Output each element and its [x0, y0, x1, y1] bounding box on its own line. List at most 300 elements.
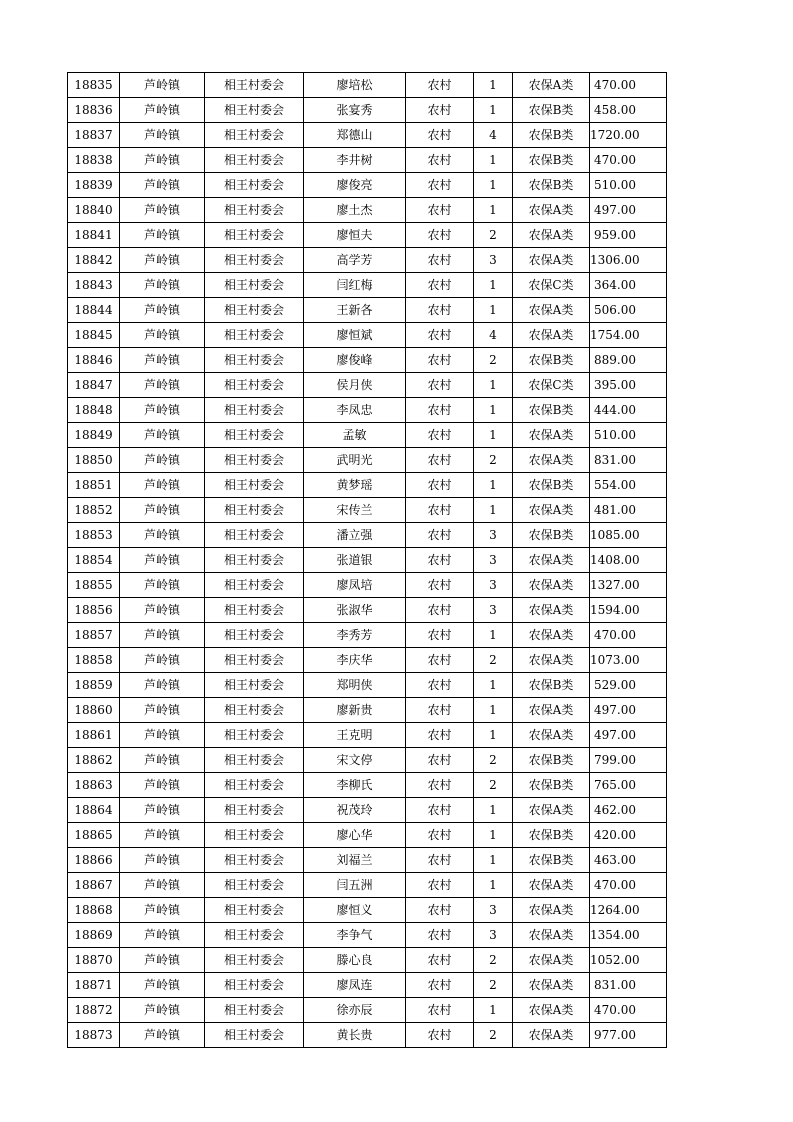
- person-count-cell: 2: [474, 973, 513, 998]
- village-committee-cell: 相王村委会: [205, 473, 304, 498]
- insurance-category-cell: 农保B类: [513, 148, 590, 173]
- insurance-category-cell: 农保B类: [513, 748, 590, 773]
- table-row: [68, 823, 667, 848]
- amount-cell: 831.00: [590, 973, 667, 998]
- village-committee-cell: 相王村委会: [205, 1023, 304, 1048]
- person-name-cell: 黄梦瑶: [304, 473, 406, 498]
- person-count-cell: 3: [474, 248, 513, 273]
- table-row: [68, 573, 667, 598]
- person-count-cell: 3: [474, 598, 513, 623]
- household-type-cell: 农村: [406, 223, 474, 248]
- person-count-cell: 3: [474, 548, 513, 573]
- town-cell: 芦岭镇: [120, 348, 205, 373]
- amount-cell: 444.00: [590, 398, 667, 423]
- household-type-cell: 农村: [406, 448, 474, 473]
- table-row: [68, 898, 667, 923]
- amount-cell: 1327.00: [590, 573, 667, 598]
- town-cell: 芦岭镇: [120, 273, 205, 298]
- amount-cell: 420.00: [590, 823, 667, 848]
- insurance-category-cell: 农保A类: [513, 548, 590, 573]
- person-count-cell: 1: [474, 173, 513, 198]
- town-cell: 芦岭镇: [120, 573, 205, 598]
- person-name-cell: 廖培松: [304, 73, 406, 98]
- town-cell: 芦岭镇: [120, 98, 205, 123]
- row-number-cell: 18855: [68, 573, 120, 598]
- person-name-cell: 滕心良: [304, 948, 406, 973]
- household-type-cell: 农村: [406, 923, 474, 948]
- village-committee-cell: 相王村委会: [205, 973, 304, 998]
- person-name-cell: 廖凤培: [304, 573, 406, 598]
- table-row: [68, 473, 667, 498]
- village-committee-cell: 相王村委会: [205, 548, 304, 573]
- row-number-cell: 18840: [68, 198, 120, 223]
- insurance-category-cell: 农保A类: [513, 648, 590, 673]
- person-count-cell: 3: [474, 573, 513, 598]
- insurance-category-cell: 农保A类: [513, 998, 590, 1023]
- town-cell: 芦岭镇: [120, 923, 205, 948]
- village-committee-cell: 相王村委会: [205, 248, 304, 273]
- row-number-cell: 18859: [68, 673, 120, 698]
- person-count-cell: 1: [474, 823, 513, 848]
- table-row: [68, 523, 667, 548]
- person-count-cell: 1: [474, 698, 513, 723]
- village-committee-cell: 相王村委会: [205, 173, 304, 198]
- row-number-cell: 18854: [68, 548, 120, 573]
- household-type-cell: 农村: [406, 348, 474, 373]
- town-cell: 芦岭镇: [120, 173, 205, 198]
- insurance-category-cell: 农保C类: [513, 273, 590, 298]
- household-type-cell: 农村: [406, 873, 474, 898]
- town-cell: 芦岭镇: [120, 148, 205, 173]
- household-type-cell: 农村: [406, 273, 474, 298]
- row-number-cell: 18851: [68, 473, 120, 498]
- person-count-cell: 1: [474, 723, 513, 748]
- town-cell: 芦岭镇: [120, 398, 205, 423]
- household-type-cell: 农村: [406, 398, 474, 423]
- table-row: [68, 973, 667, 998]
- person-count-cell: 4: [474, 323, 513, 348]
- town-cell: 芦岭镇: [120, 948, 205, 973]
- person-count-cell: 1: [474, 673, 513, 698]
- person-name-cell: 王克明: [304, 723, 406, 748]
- row-number-cell: 18864: [68, 798, 120, 823]
- row-number-cell: 18869: [68, 923, 120, 948]
- table-row: [68, 448, 667, 473]
- household-type-cell: 农村: [406, 748, 474, 773]
- amount-cell: 462.00: [590, 798, 667, 823]
- household-type-cell: 农村: [406, 523, 474, 548]
- amount-cell: 470.00: [590, 148, 667, 173]
- person-count-cell: 1: [474, 148, 513, 173]
- town-cell: 芦岭镇: [120, 298, 205, 323]
- village-committee-cell: 相王村委会: [205, 373, 304, 398]
- person-name-cell: 祝茂玲: [304, 798, 406, 823]
- table-row: [68, 723, 667, 748]
- table-row: [68, 548, 667, 573]
- household-type-cell: 农村: [406, 98, 474, 123]
- row-number-cell: 18848: [68, 398, 120, 423]
- insurance-category-cell: 农保A类: [513, 448, 590, 473]
- person-count-cell: 3: [474, 898, 513, 923]
- village-committee-cell: 相王村委会: [205, 848, 304, 873]
- household-type-cell: 农村: [406, 648, 474, 673]
- row-number-cell: 18836: [68, 98, 120, 123]
- person-name-cell: 王新各: [304, 298, 406, 323]
- amount-cell: 959.00: [590, 223, 667, 248]
- person-count-cell: 1: [474, 848, 513, 873]
- person-count-cell: 1: [474, 273, 513, 298]
- table-row: [68, 1023, 667, 1048]
- table-row: [68, 323, 667, 348]
- town-cell: 芦岭镇: [120, 73, 205, 98]
- person-count-cell: 1: [474, 73, 513, 98]
- amount-cell: 831.00: [590, 448, 667, 473]
- row-number-cell: 18872: [68, 998, 120, 1023]
- town-cell: 芦岭镇: [120, 798, 205, 823]
- household-type-cell: 农村: [406, 773, 474, 798]
- person-name-cell: 李争气: [304, 923, 406, 948]
- person-count-cell: 1: [474, 998, 513, 1023]
- household-type-cell: 农村: [406, 598, 474, 623]
- amount-cell: 1073.00: [590, 648, 667, 673]
- table-row: [68, 123, 667, 148]
- village-committee-cell: 相王村委会: [205, 73, 304, 98]
- amount-cell: 1754.00: [590, 323, 667, 348]
- insurance-category-cell: 农保C类: [513, 373, 590, 398]
- person-count-cell: 1: [474, 98, 513, 123]
- row-number-cell: 18843: [68, 273, 120, 298]
- amount-cell: 470.00: [590, 998, 667, 1023]
- table-row: [68, 273, 667, 298]
- insurance-category-cell: 农保A类: [513, 598, 590, 623]
- village-committee-cell: 相王村委会: [205, 773, 304, 798]
- household-type-cell: 农村: [406, 198, 474, 223]
- person-count-cell: 3: [474, 923, 513, 948]
- row-number-cell: 18845: [68, 323, 120, 348]
- table-row: [68, 348, 667, 373]
- person-count-cell: 1: [474, 498, 513, 523]
- person-name-cell: 宋传兰: [304, 498, 406, 523]
- village-committee-cell: 相王村委会: [205, 673, 304, 698]
- table-row: [68, 98, 667, 123]
- person-name-cell: 潘立强: [304, 523, 406, 548]
- insurance-category-cell: 农保B类: [513, 398, 590, 423]
- person-count-cell: 2: [474, 348, 513, 373]
- household-type-cell: 农村: [406, 698, 474, 723]
- insurance-category-cell: 农保A类: [513, 573, 590, 598]
- town-cell: 芦岭镇: [120, 323, 205, 348]
- insurance-category-cell: 农保A类: [513, 498, 590, 523]
- person-count-cell: 4: [474, 123, 513, 148]
- table-row: [68, 423, 667, 448]
- town-cell: 芦岭镇: [120, 673, 205, 698]
- amount-cell: 470.00: [590, 623, 667, 648]
- household-type-cell: 农村: [406, 498, 474, 523]
- table-row: [68, 223, 667, 248]
- table-row: [68, 248, 667, 273]
- person-name-cell: 张道银: [304, 548, 406, 573]
- household-type-cell: 农村: [406, 798, 474, 823]
- insurance-category-cell: 农保A类: [513, 923, 590, 948]
- insurance-category-cell: 农保A类: [513, 198, 590, 223]
- insurance-category-cell: 农保A类: [513, 623, 590, 648]
- amount-cell: 1306.00: [590, 248, 667, 273]
- person-count-cell: 1: [474, 798, 513, 823]
- town-cell: 芦岭镇: [120, 698, 205, 723]
- row-number-cell: 18860: [68, 698, 120, 723]
- village-committee-cell: 相王村委会: [205, 723, 304, 748]
- amount-cell: 554.00: [590, 473, 667, 498]
- person-count-cell: 1: [474, 623, 513, 648]
- village-committee-cell: 相王村委会: [205, 798, 304, 823]
- row-number-cell: 18844: [68, 298, 120, 323]
- town-cell: 芦岭镇: [120, 648, 205, 673]
- village-committee-cell: 相王村委会: [205, 573, 304, 598]
- household-type-cell: 农村: [406, 898, 474, 923]
- village-committee-cell: 相王村委会: [205, 348, 304, 373]
- person-name-cell: 刘福兰: [304, 848, 406, 873]
- village-committee-cell: 相王村委会: [205, 498, 304, 523]
- person-count-cell: 2: [474, 223, 513, 248]
- town-cell: 芦岭镇: [120, 448, 205, 473]
- town-cell: 芦岭镇: [120, 523, 205, 548]
- household-type-cell: 农村: [406, 548, 474, 573]
- person-name-cell: 李秀芳: [304, 623, 406, 648]
- person-count-cell: 2: [474, 773, 513, 798]
- amount-cell: 497.00: [590, 198, 667, 223]
- row-number-cell: 18866: [68, 848, 120, 873]
- row-number-cell: 18853: [68, 523, 120, 548]
- town-cell: 芦岭镇: [120, 248, 205, 273]
- table-row: [68, 748, 667, 773]
- amount-cell: 1408.00: [590, 548, 667, 573]
- row-number-cell: 18871: [68, 973, 120, 998]
- amount-cell: 395.00: [590, 373, 667, 398]
- person-name-cell: 黄长贵: [304, 1023, 406, 1048]
- amount-cell: 889.00: [590, 348, 667, 373]
- person-name-cell: 李井树: [304, 148, 406, 173]
- table-row: [68, 623, 667, 648]
- person-name-cell: 闫五洲: [304, 873, 406, 898]
- person-name-cell: 高学芳: [304, 248, 406, 273]
- amount-cell: 977.00: [590, 1023, 667, 1048]
- row-number-cell: 18838: [68, 148, 120, 173]
- town-cell: 芦岭镇: [120, 873, 205, 898]
- town-cell: 芦岭镇: [120, 373, 205, 398]
- person-count-cell: 1: [474, 198, 513, 223]
- person-count-cell: 1: [474, 373, 513, 398]
- amount-cell: 1052.00: [590, 948, 667, 973]
- household-type-cell: 农村: [406, 723, 474, 748]
- amount-cell: 510.00: [590, 173, 667, 198]
- person-name-cell: 廖土杰: [304, 198, 406, 223]
- table-row: [68, 948, 667, 973]
- row-number-cell: 18858: [68, 648, 120, 673]
- amount-cell: 1720.00: [590, 123, 667, 148]
- amount-cell: 364.00: [590, 273, 667, 298]
- table-row: [68, 148, 667, 173]
- amount-cell: 1264.00: [590, 898, 667, 923]
- person-name-cell: 侯月侠: [304, 373, 406, 398]
- village-committee-cell: 相王村委会: [205, 823, 304, 848]
- household-type-cell: 农村: [406, 573, 474, 598]
- amount-cell: 1594.00: [590, 598, 667, 623]
- town-cell: 芦岭镇: [120, 748, 205, 773]
- household-type-cell: 农村: [406, 1023, 474, 1048]
- insurance-category-cell: 农保A类: [513, 798, 590, 823]
- village-committee-cell: 相王村委会: [205, 198, 304, 223]
- household-type-cell: 农村: [406, 323, 474, 348]
- village-committee-cell: 相王村委会: [205, 123, 304, 148]
- table-row: [68, 773, 667, 798]
- person-name-cell: 郑明侠: [304, 673, 406, 698]
- row-number-cell: 18867: [68, 873, 120, 898]
- table-row: [68, 998, 667, 1023]
- village-committee-cell: 相王村委会: [205, 398, 304, 423]
- row-number-cell: 18868: [68, 898, 120, 923]
- amount-cell: 470.00: [590, 873, 667, 898]
- village-committee-cell: 相王村委会: [205, 948, 304, 973]
- row-number-cell: 18865: [68, 823, 120, 848]
- town-cell: 芦岭镇: [120, 548, 205, 573]
- village-committee-cell: 相王村委会: [205, 923, 304, 948]
- row-number-cell: 18861: [68, 723, 120, 748]
- town-cell: 芦岭镇: [120, 123, 205, 148]
- household-type-cell: 农村: [406, 373, 474, 398]
- person-count-cell: 2: [474, 648, 513, 673]
- town-cell: 芦岭镇: [120, 848, 205, 873]
- amount-cell: 481.00: [590, 498, 667, 523]
- table-row: [68, 73, 667, 98]
- insurance-category-cell: 农保A类: [513, 973, 590, 998]
- amount-cell: 529.00: [590, 673, 667, 698]
- person-count-cell: 1: [474, 298, 513, 323]
- town-cell: 芦岭镇: [120, 473, 205, 498]
- town-cell: 芦岭镇: [120, 498, 205, 523]
- insurance-category-cell: 农保B类: [513, 348, 590, 373]
- person-name-cell: 廖凤连: [304, 973, 406, 998]
- person-name-cell: 闫红梅: [304, 273, 406, 298]
- table-row: [68, 198, 667, 223]
- row-number-cell: 18842: [68, 248, 120, 273]
- row-number-cell: 18835: [68, 73, 120, 98]
- town-cell: 芦岭镇: [120, 198, 205, 223]
- table-row: [68, 673, 667, 698]
- amount-cell: 470.00: [590, 73, 667, 98]
- table-row: [68, 373, 667, 398]
- person-name-cell: 廖心华: [304, 823, 406, 848]
- row-number-cell: 18863: [68, 773, 120, 798]
- household-type-cell: 农村: [406, 848, 474, 873]
- row-number-cell: 18841: [68, 223, 120, 248]
- table-row: [68, 498, 667, 523]
- person-count-cell: 1: [474, 473, 513, 498]
- insurance-category-cell: 农保A类: [513, 298, 590, 323]
- person-count-cell: 2: [474, 948, 513, 973]
- person-name-cell: 李凤忠: [304, 398, 406, 423]
- person-name-cell: 李柳氏: [304, 773, 406, 798]
- insurance-category-cell: 农保B类: [513, 673, 590, 698]
- insurance-category-cell: 农保B类: [513, 523, 590, 548]
- household-type-cell: 农村: [406, 173, 474, 198]
- village-committee-cell: 相王村委会: [205, 448, 304, 473]
- town-cell: 芦岭镇: [120, 998, 205, 1023]
- person-count-cell: 1: [474, 873, 513, 898]
- insurance-category-cell: 农保A类: [513, 1023, 590, 1048]
- row-number-cell: 18847: [68, 373, 120, 398]
- person-name-cell: 徐亦辰: [304, 998, 406, 1023]
- town-cell: 芦岭镇: [120, 723, 205, 748]
- row-number-cell: 18837: [68, 123, 120, 148]
- table-row: [68, 873, 667, 898]
- insurance-category-cell: 农保B类: [513, 773, 590, 798]
- person-name-cell: 武明光: [304, 448, 406, 473]
- village-committee-cell: 相王村委会: [205, 598, 304, 623]
- insurance-category-cell: 农保A类: [513, 73, 590, 98]
- amount-cell: 497.00: [590, 723, 667, 748]
- person-name-cell: 张宴秀: [304, 98, 406, 123]
- person-count-cell: 1: [474, 423, 513, 448]
- village-committee-cell: 相王村委会: [205, 748, 304, 773]
- insurance-category-cell: 农保A类: [513, 723, 590, 748]
- household-type-cell: 农村: [406, 423, 474, 448]
- roster-table: [67, 72, 667, 1048]
- insurance-category-cell: 农保B类: [513, 98, 590, 123]
- amount-cell: 765.00: [590, 773, 667, 798]
- row-number-cell: 18839: [68, 173, 120, 198]
- household-type-cell: 农村: [406, 673, 474, 698]
- table-row: [68, 923, 667, 948]
- table-row: [68, 173, 667, 198]
- row-number-cell: 18862: [68, 748, 120, 773]
- person-name-cell: 廖恒义: [304, 898, 406, 923]
- row-number-cell: 18857: [68, 623, 120, 648]
- row-number-cell: 18873: [68, 1023, 120, 1048]
- person-count-cell: 3: [474, 523, 513, 548]
- town-cell: 芦岭镇: [120, 1023, 205, 1048]
- village-committee-cell: 相王村委会: [205, 423, 304, 448]
- table-row: [68, 848, 667, 873]
- household-type-cell: 农村: [406, 298, 474, 323]
- insurance-category-cell: 农保A类: [513, 873, 590, 898]
- person-name-cell: 廖俊亮: [304, 173, 406, 198]
- person-name-cell: 李庆华: [304, 648, 406, 673]
- insurance-category-cell: 农保B类: [513, 848, 590, 873]
- person-name-cell: 宋文停: [304, 748, 406, 773]
- village-committee-cell: 相王村委会: [205, 323, 304, 348]
- amount-cell: 458.00: [590, 98, 667, 123]
- row-number-cell: 18852: [68, 498, 120, 523]
- household-type-cell: 农村: [406, 823, 474, 848]
- village-committee-cell: 相王村委会: [205, 648, 304, 673]
- insurance-category-cell: 农保A类: [513, 323, 590, 348]
- household-type-cell: 农村: [406, 148, 474, 173]
- person-name-cell: 廖恒夫: [304, 223, 406, 248]
- village-committee-cell: 相王村委会: [205, 898, 304, 923]
- row-number-cell: 18849: [68, 423, 120, 448]
- town-cell: 芦岭镇: [120, 973, 205, 998]
- row-number-cell: 18856: [68, 598, 120, 623]
- town-cell: 芦岭镇: [120, 623, 205, 648]
- row-number-cell: 18870: [68, 948, 120, 973]
- insurance-category-cell: 农保A类: [513, 248, 590, 273]
- row-number-cell: 18850: [68, 448, 120, 473]
- person-name-cell: 廖恒斌: [304, 323, 406, 348]
- town-cell: 芦岭镇: [120, 823, 205, 848]
- table-row: [68, 398, 667, 423]
- town-cell: 芦岭镇: [120, 898, 205, 923]
- insurance-category-cell: 农保B类: [513, 473, 590, 498]
